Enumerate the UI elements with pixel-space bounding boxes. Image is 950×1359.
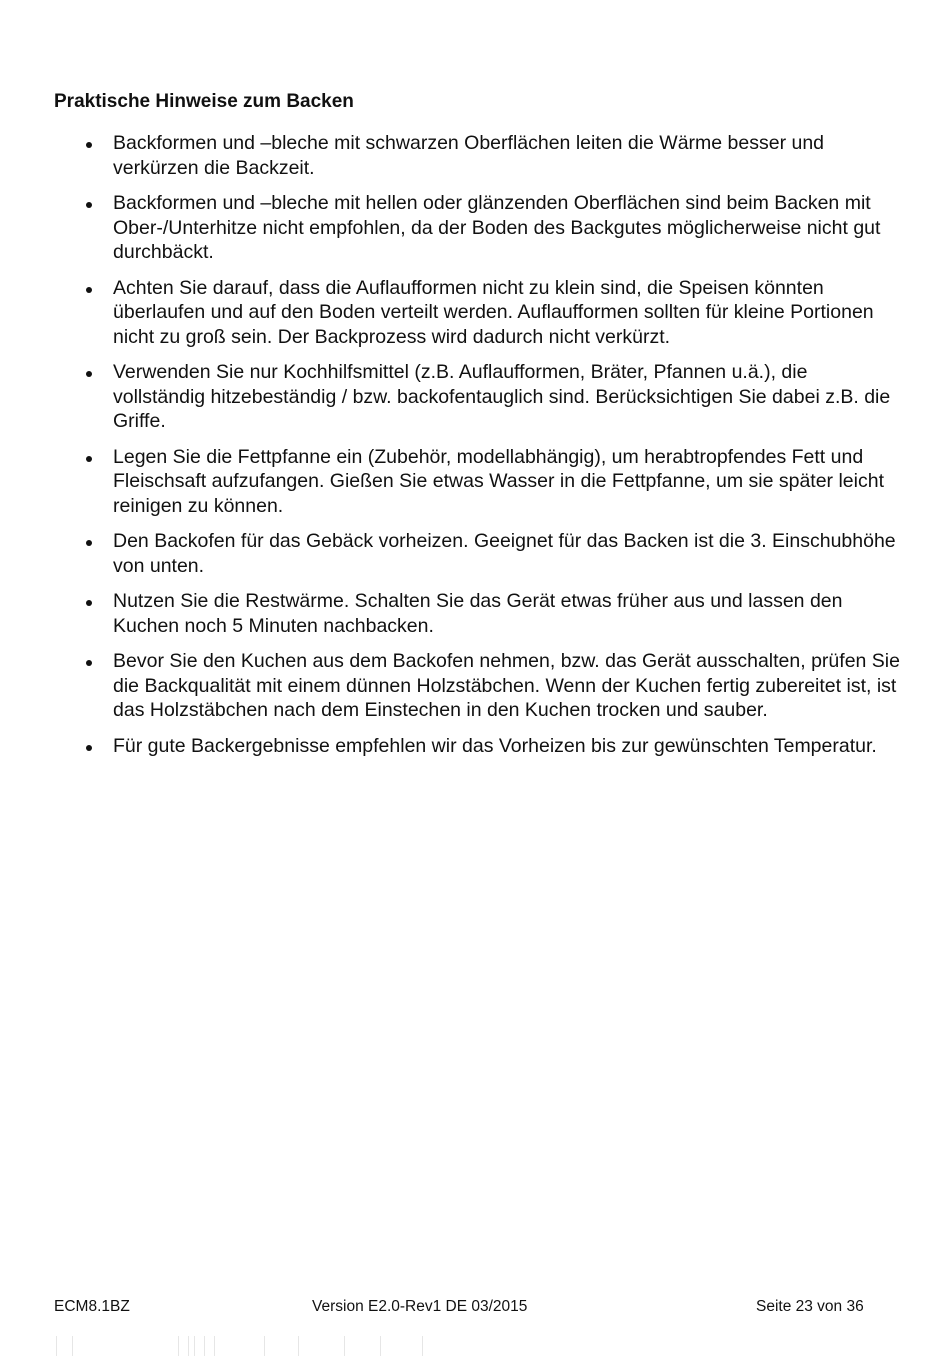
bullet-icon — [86, 456, 92, 462]
list-item-text: Für gute Backergebnisse empfehlen wir das Vorheizen bis zur gewünschten Temperatur. — [113, 734, 877, 757]
list-item — [80, 360, 900, 434]
list-item-text: Bevor Sie den Kuchen aus dem Backofen nehmen, bzw. das Gerät ausschalten, prüfen Sie die Backqualität mit einem dünnen Holzstäbchen. Wenn der Kuchen fertig zubereitet ist, ist das Holzstäbchen nach dem Einstechen in den Kuchen trocken und sauber. — [113, 650, 900, 721]
list-item — [80, 589, 900, 638]
list-item — [80, 131, 900, 180]
list-item-text: Backformen und –bleche mit hellen oder glänzenden Oberflächen sind beim Backen mit Ober-/Unterhitze nicht empfohlen, da der Boden des Backgutes möglicherweise nicht gut durchbäckt. — [113, 192, 881, 263]
bullet-icon — [86, 371, 92, 377]
list-item — [80, 191, 900, 265]
list-item-text: Legen Sie die Fettpfanne ein (Zubehör, modellabhängig), um herabtropfendes Fett und Fleischsaft aufzufangen. Gießen Sie etwas Wasser in die Fettpfanne, um sie später leicht reinigen zu können. — [113, 445, 884, 517]
bullet-icon — [86, 660, 92, 666]
bullet-icon — [86, 745, 92, 751]
bullet-icon — [86, 202, 92, 208]
list-item — [80, 445, 900, 519]
list-item — [80, 529, 900, 578]
list-item-text: Nutzen Sie die Restwärme. Schalten Sie das Gerät etwas früher aus und lassen den Kuchen noch 5 Minuten nachbacken. — [113, 590, 843, 637]
footer-page-number: Seite 23 von 36 — [756, 1298, 864, 1315]
footer-version: Version E2.0-Rev1 DE 03/2015 — [312, 1298, 528, 1315]
footer-model: ECM8.1BZ — [54, 1298, 130, 1315]
list-item — [80, 734, 900, 759]
list-item — [80, 276, 900, 350]
list-item-text: Backformen und –bleche mit schwarzen Oberflächen leiten die Wärme besser und verkürzen die Backzeit. — [113, 132, 825, 179]
section-heading: Praktische Hinweise zum Backen — [54, 91, 354, 112]
bullet-icon — [86, 540, 92, 546]
bullet-icon — [86, 287, 92, 293]
hints-list — [80, 131, 900, 769]
list-item-text: Den Backofen für das Gebäck vorheizen. Geeignet für das Backen ist die 3. Einschubhöhe von unten. — [113, 530, 896, 577]
bullet-icon — [86, 142, 92, 148]
list-item-text: Achten Sie darauf, dass die Auflaufformen nicht zu klein sind, die Speisen könnten überlaufen und auf den Boden verteilt werden. Auflaufformen sollten für kleine Portionen nicht zu groß sein. Der Backprozess wird dadurch nicht verkürzt. — [113, 276, 874, 348]
list-item-text: Verwenden Sie nur Kochhilfsmittel (z.B. Auflaufformen, Bräter, Pfannen u.ä.), die vollständig hitzebeständig / bzw. backofentauglich sind. Berücksichtigen Sie dabei z.B. die Griffe. — [113, 361, 891, 432]
list-item — [80, 649, 900, 723]
bullet-icon — [86, 600, 92, 606]
scan-artifact-lines — [54, 1336, 454, 1356]
